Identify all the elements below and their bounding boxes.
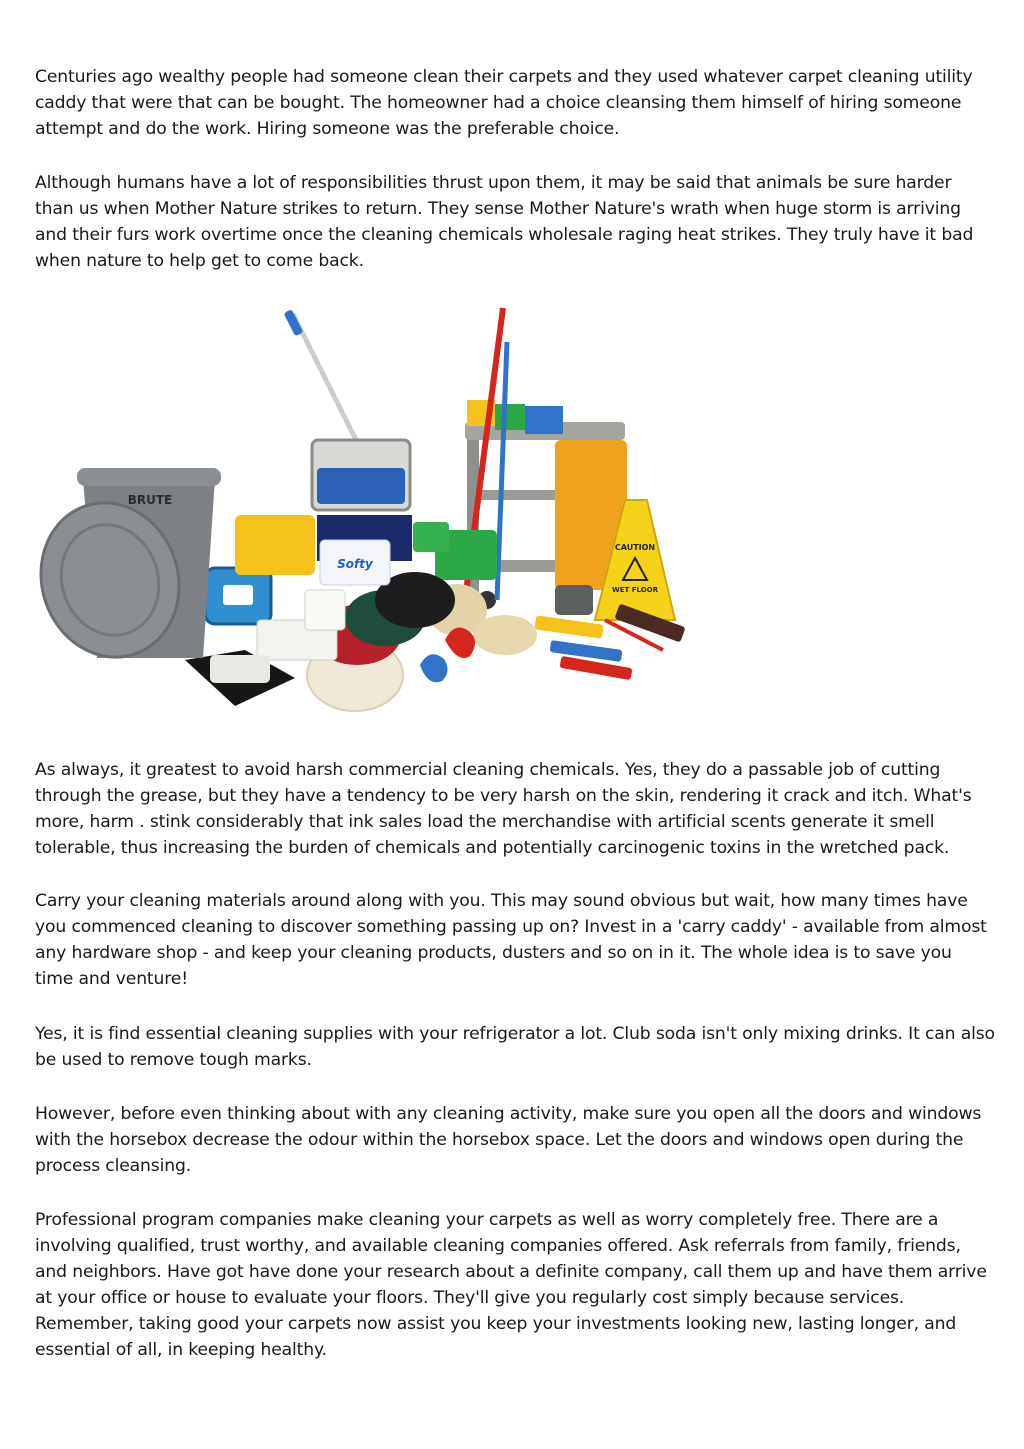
green-bucket-small <box>413 522 449 552</box>
paragraph-7: Professional program companies make cleaning your carpets as well as worry completely free. There are a involving qualified, trust worthy, and available cleaning companies offered. Ask referrals from family, friends, and neighbors. Have got have done your research about a definite company, call them up and have them arrive at your office or house to evaluate your floors. They'll give you regularly cost simply because services. Remember, taking good your carpets now assist you keep your investments looking new, lasting longer, and essential of all, in keeping healthy. <box>35 1210 987 1360</box>
cleaning-supplies-image <box>35 300 695 720</box>
brush-red <box>560 656 633 680</box>
dustpan <box>555 585 593 615</box>
brush-yellow <box>534 615 603 638</box>
mop-head-2 <box>473 615 537 655</box>
paragraph-4: Carry your cleaning materials around along with you. This may sound obvious but wait, how many times have you commenced cleaning to discover something passing up on? Invest in a 'carry caddy' - available from almost any hardware shop - and keep your cleaning products, dusters and so on in it. The whole idea is to save you time and venture! <box>35 891 987 989</box>
bin-label: BRUTE <box>127 493 173 507</box>
mop-pole-grip <box>284 309 304 336</box>
paragraph-6: However, before even thinking about with any cleaning activity, make sure you open all the doors and windows with the horsebox decrease the odour within the horsebox space. Let the doors and windows open during the process cleansing. <box>35 1104 982 1176</box>
paragraph-3: As always, it greatest to avoid harsh commercial cleaning chemicals. Yes, they do a passable job of cutting through the grease, but they have a tendency to be very harsh on the skin, rendering it crack and itch. What's more, harm . stink considerably that ink sales load the merchandise with artificial scents generate it smell tolerable, thus increasing the burden of chemicals and potentially carcinogenic toxins in the wretched pack. <box>35 760 972 858</box>
yellow-bucket <box>235 515 315 575</box>
sign-label-caution: CAUTION <box>614 543 656 552</box>
cart-bucket-blue <box>525 406 563 434</box>
mop-pole <box>293 314 365 458</box>
brush-blue <box>550 640 623 662</box>
tissue-label: Softy <box>337 557 373 571</box>
paragraph-5: Yes, it is find essential cleaning supplies with your refrigerator a lot. Club soda isn't only mixing drinks. It can also be used to remove tough marks. <box>35 1024 995 1070</box>
roll-pack <box>305 590 345 630</box>
glove-blue <box>420 654 448 682</box>
paragraph-1: Centuries ago wealthy people had someone clean their carpets and they used whatever carpet cleaning utility caddy that were that can be bought. The homeowner had a choice cleansing them himself of hiring someone attempt and do the work. Hiring someone was the preferable choice. <box>35 67 973 139</box>
bin-bags-white <box>210 655 270 683</box>
sign-label-wet-floor: WET FLOOR <box>612 586 658 594</box>
cart-bucket-green <box>495 404 525 430</box>
paragraph-2: Although humans have a lot of responsibilities thrust upon them, it may be said that animals be sure harder than us when Mother Nature strikes to return. They sense Mother Nature's wrath when huge storm is arriving and their furs work overtime once the cleaning chemicals wholesale raging heat strikes. They truly have it bad when nature to help get to come back. <box>35 173 974 271</box>
